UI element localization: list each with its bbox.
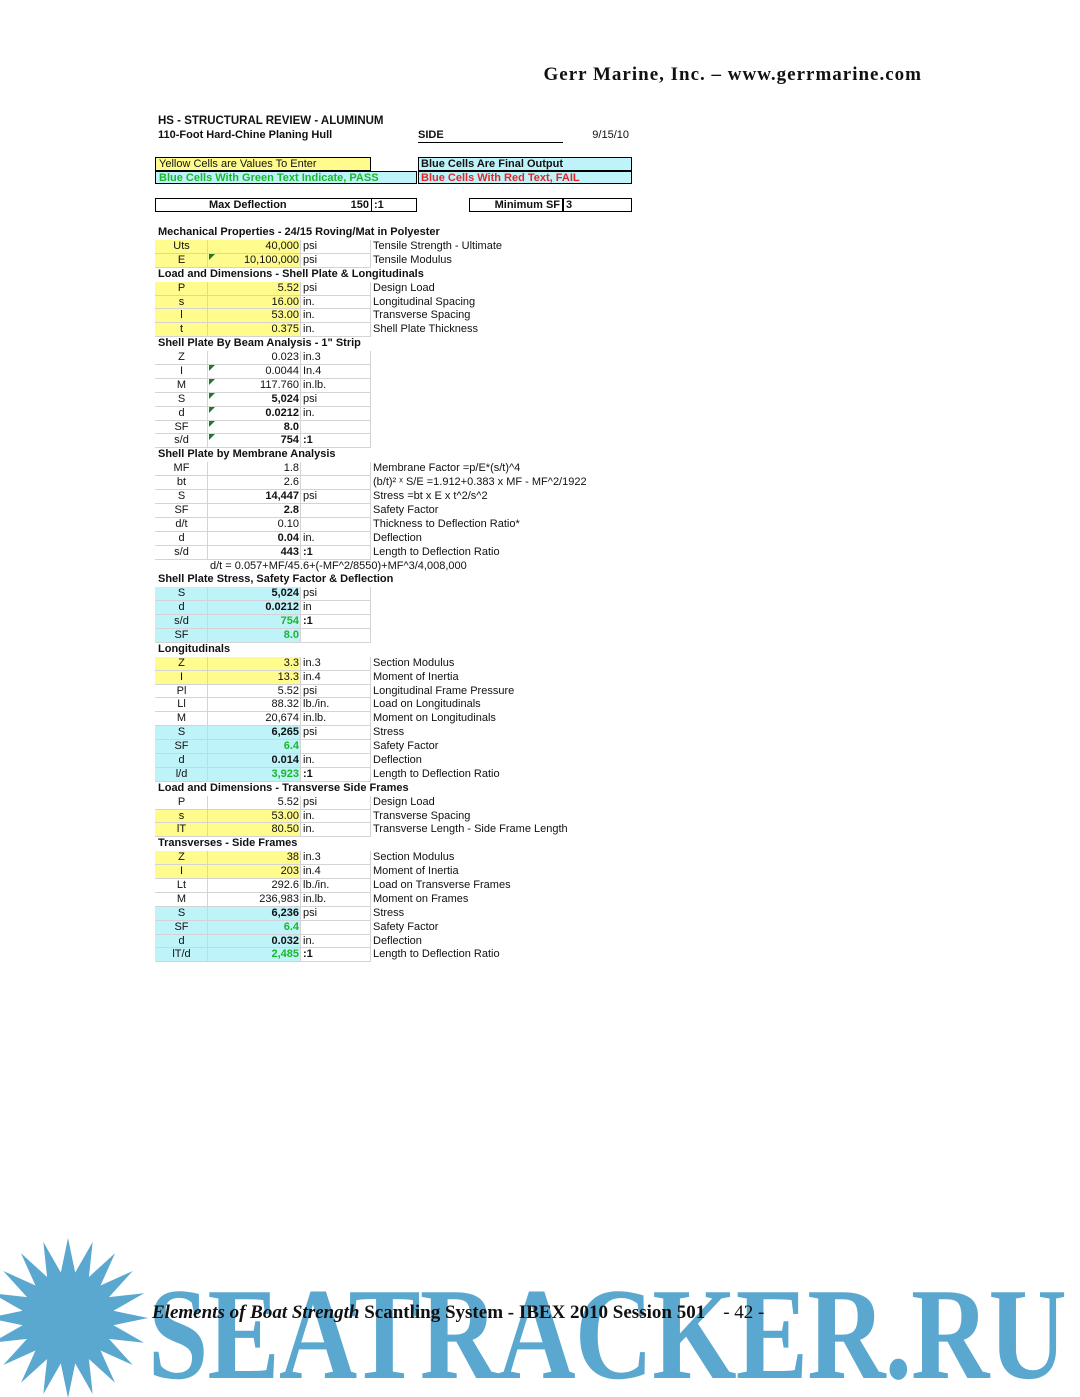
description-cell: Moment of Inertia <box>373 670 459 683</box>
unit-cell: psi <box>301 685 371 699</box>
table-row <box>155 865 661 879</box>
description-cell: Deflection <box>373 753 422 766</box>
sections-container <box>155 226 661 962</box>
value-cell: 0.04 <box>208 532 301 546</box>
section-title: Load and Dimensions - Shell Plate & Longitudinals <box>158 267 424 280</box>
section-title-row <box>155 226 661 240</box>
description-cell: Moment on Frames <box>373 892 469 905</box>
table-row <box>155 462 661 476</box>
description-cell: Membrane Factor =p/E*(s/t)^4 <box>373 462 521 475</box>
table-row <box>155 907 661 921</box>
formula-note-row <box>155 560 661 574</box>
value-cell: 14,447 <box>208 490 301 504</box>
table-row <box>155 671 661 685</box>
minimum-sf-value: 3 <box>563 198 632 212</box>
description-cell <box>371 393 661 407</box>
value-cell: 117.760 <box>208 379 301 393</box>
symbol-cell: S <box>155 726 208 740</box>
table-row <box>155 879 661 893</box>
unit-cell: in. <box>301 296 371 310</box>
table-row <box>155 323 661 337</box>
unit-cell <box>301 476 371 490</box>
description-cell <box>371 587 661 601</box>
symbol-cell: d <box>155 532 208 546</box>
description-cell <box>371 434 661 448</box>
description-cell: Moment of Inertia <box>373 865 459 878</box>
table-row <box>155 685 661 699</box>
section-title-row <box>155 782 661 796</box>
table-row <box>155 240 661 254</box>
table-row <box>155 657 661 671</box>
unit-cell: psi <box>301 907 371 921</box>
max-deflection-unit: :1 <box>371 198 417 212</box>
spacer-row <box>155 184 661 198</box>
description-cell: Section Modulus <box>373 851 455 864</box>
table-row <box>155 421 661 435</box>
value-cell: 0.375 <box>208 323 301 337</box>
symbol-cell: d <box>155 601 208 615</box>
description-cell: Tensile Strength - Ultimate <box>373 240 502 253</box>
footer <box>152 1302 764 1324</box>
comment-marker-icon <box>209 407 215 413</box>
section-title: Shell Plate by Membrane Analysis <box>158 448 336 461</box>
unit-cell: in.lb. <box>301 712 371 726</box>
value-cell: 1.8 <box>208 462 301 476</box>
table-row <box>155 629 661 643</box>
symbol-cell: M <box>155 379 208 393</box>
table-row <box>155 407 661 421</box>
symbol-cell: d <box>155 935 208 949</box>
unit-cell: in. <box>301 810 371 824</box>
value-cell: 0.023 <box>208 351 301 365</box>
table-row <box>155 351 661 365</box>
unit-cell: in. <box>301 407 371 421</box>
table-row <box>155 490 661 504</box>
description-cell: Stress <box>373 726 405 739</box>
minimum-sf-label: Minimum SF <box>469 198 563 212</box>
symbol-cell: d <box>155 754 208 768</box>
unit-cell: in. <box>301 532 371 546</box>
value-cell: 20,674 <box>208 712 301 726</box>
unit-cell: psi <box>301 254 371 268</box>
symbol-cell: MF <box>155 462 208 476</box>
sun-burst-icon <box>0 1238 148 1397</box>
unit-cell: in.3 <box>301 851 371 865</box>
unit-cell <box>301 504 371 518</box>
description-cell <box>371 379 661 393</box>
section-title-row <box>155 268 661 282</box>
value-cell: 292.6 <box>208 879 301 893</box>
value-cell: 6,236 <box>208 907 301 921</box>
value-cell: 88.32 <box>208 698 301 712</box>
symbol-cell: Ll <box>155 698 208 712</box>
value-cell: 8.0 <box>208 629 301 643</box>
max-deflection-label: Max Deflection <box>209 199 287 212</box>
unit-cell: :1 <box>301 546 371 560</box>
description-cell: Design Load <box>373 281 435 294</box>
value-cell: 754 <box>208 434 301 448</box>
unit-cell: lb./in. <box>301 879 371 893</box>
title-row <box>155 115 661 129</box>
symbol-cell: d <box>155 407 208 421</box>
value-cell: 0.032 <box>208 935 301 949</box>
description-cell: Transverse Length - Side Frame Length <box>373 823 568 836</box>
table-row <box>155 948 661 962</box>
footer-title-italic: Elements of Boat Strength <box>152 1302 360 1323</box>
hull-row <box>155 129 661 143</box>
description-cell: Safety Factor <box>373 920 439 933</box>
value-cell: 0.0212 <box>208 407 301 421</box>
description-cell: Design Load <box>373 795 435 808</box>
description-cell <box>371 407 661 421</box>
description-cell: Longitudinal Spacing <box>373 295 476 308</box>
description-cell: Safety Factor <box>373 740 439 753</box>
unit-cell: in <box>301 601 371 615</box>
value-cell: 5.52 <box>208 685 301 699</box>
description-cell: Stress <box>373 906 405 919</box>
description-cell: Section Modulus <box>373 656 455 669</box>
symbol-cell: M <box>155 893 208 907</box>
symbol-cell: Pl <box>155 685 208 699</box>
description-cell <box>371 421 661 435</box>
table-row <box>155 823 661 837</box>
formula-note: d/t = 0.057+MF/45.6+(-MF^2/8550)+MF^3/4,008,000 <box>210 559 467 572</box>
description-cell <box>371 351 661 365</box>
description-cell: Transverse Spacing <box>373 309 471 322</box>
symbol-cell: Z <box>155 657 208 671</box>
table-row <box>155 601 661 615</box>
table-row <box>155 546 661 560</box>
table-row <box>155 434 661 448</box>
symbol-cell: l/d <box>155 768 208 782</box>
symbol-cell: S <box>155 490 208 504</box>
unit-cell: in.3 <box>301 657 371 671</box>
section-title-row <box>155 448 661 462</box>
unit-cell <box>301 629 371 643</box>
unit-cell: in. <box>301 323 371 337</box>
table-row <box>155 796 661 810</box>
symbol-cell: t <box>155 323 208 337</box>
symbol-cell: s <box>155 296 208 310</box>
company-header: Gerr Marine, Inc. – www.gerrmarine.com <box>543 64 922 85</box>
side-label: SIDE <box>418 129 563 143</box>
unit-cell: :1 <box>301 615 371 629</box>
description-cell <box>371 365 661 379</box>
symbol-cell: SF <box>155 921 208 935</box>
section-title-row <box>155 573 661 587</box>
table-row <box>155 754 661 768</box>
legend-blue: Blue Cells Are Final Output <box>418 157 632 171</box>
comment-marker-icon <box>209 421 215 427</box>
value-cell: 38 <box>208 851 301 865</box>
description-cell: Longitudinal Frame Pressure <box>373 684 515 697</box>
description-cell: Length to Deflection Ratio <box>373 948 500 961</box>
table-row <box>155 740 661 754</box>
comment-marker-icon <box>209 393 215 399</box>
unit-cell: psi <box>301 393 371 407</box>
unit-cell: in. <box>301 309 371 323</box>
table-row <box>155 726 661 740</box>
section-title-row <box>155 337 661 351</box>
value-cell: 10,100,000 <box>208 254 301 268</box>
value-cell: 40,000 <box>208 240 301 254</box>
table-row <box>155 532 661 546</box>
symbol-cell: d/t <box>155 518 208 532</box>
unit-cell: :1 <box>301 434 371 448</box>
value-cell: 5,024 <box>208 393 301 407</box>
symbol-cell: Z <box>155 351 208 365</box>
section-title: Transverses - Side Frames <box>158 837 298 850</box>
symbol-cell: S <box>155 907 208 921</box>
description-cell: Transverse Spacing <box>373 809 471 822</box>
value-cell: 80.50 <box>208 823 301 837</box>
unit-cell: lb./in. <box>301 698 371 712</box>
value-cell: 13.3 <box>208 671 301 685</box>
unit-cell: psi <box>301 726 371 740</box>
symbol-cell: S <box>155 587 208 601</box>
max-deflection-box <box>155 198 371 212</box>
table-row <box>155 254 661 268</box>
symbol-cell: Z <box>155 851 208 865</box>
symbol-cell: S <box>155 393 208 407</box>
unit-cell <box>301 921 371 935</box>
unit-cell: in. <box>301 823 371 837</box>
table-row <box>155 379 661 393</box>
value-cell: 443 <box>208 546 301 560</box>
unit-cell: psi <box>301 587 371 601</box>
unit-cell: psi <box>301 796 371 810</box>
unit-cell: psi <box>301 282 371 296</box>
value-cell: 0.10 <box>208 518 301 532</box>
table-row <box>155 810 661 824</box>
unit-cell: :1 <box>301 768 371 782</box>
table-row <box>155 282 661 296</box>
table-row <box>155 851 661 865</box>
table-row <box>155 587 661 601</box>
symbol-cell: SF <box>155 740 208 754</box>
symbol-cell: bt <box>155 476 208 490</box>
comment-marker-icon <box>209 434 215 440</box>
footer-title-rest: Scantling System - IBEX 2010 Session 501 <box>359 1302 706 1323</box>
unit-cell: psi <box>301 240 371 254</box>
sheet-date: 9/15/10 <box>592 128 629 141</box>
unit-cell: in. <box>301 935 371 949</box>
table-row <box>155 615 661 629</box>
unit-cell <box>301 518 371 532</box>
page-number: - 42 - <box>723 1302 765 1323</box>
description-cell: Stress =bt x E x t^2/s^2 <box>373 490 488 503</box>
unit-cell <box>301 462 371 476</box>
legend-row-1 <box>155 157 661 171</box>
criteria-row <box>155 198 661 212</box>
description-cell: Load on Longitudinals <box>373 698 481 711</box>
watermark-text: SEATRACKER.RU <box>148 1262 1066 1397</box>
section-title: Longitudinals <box>158 642 231 655</box>
symbol-cell: M <box>155 712 208 726</box>
comment-marker-icon <box>209 379 215 385</box>
table-row <box>155 504 661 518</box>
value-cell: 0.014 <box>208 754 301 768</box>
comment-marker-icon <box>209 254 215 260</box>
description-cell: Length to Deflection Ratio <box>373 545 500 558</box>
symbol-cell: I <box>155 365 208 379</box>
legend-yellow: Yellow Cells are Values To Enter <box>155 157 371 171</box>
section-title-row <box>155 643 661 657</box>
value-cell: 53.00 <box>208 309 301 323</box>
section-title: Shell Plate By Beam Analysis - 1" Strip <box>158 337 361 350</box>
description-cell <box>371 615 661 629</box>
value-cell: 2.8 <box>208 504 301 518</box>
symbol-cell: SF <box>155 421 208 435</box>
table-row <box>155 309 661 323</box>
value-cell: 2,485 <box>208 948 301 962</box>
table-row <box>155 768 661 782</box>
spreadsheet <box>155 115 661 962</box>
legend-row-2 <box>155 171 661 185</box>
value-cell: 203 <box>208 865 301 879</box>
legend-fail: Blue Cells With Red Text, FAIL <box>418 171 632 185</box>
value-cell: 6.4 <box>208 740 301 754</box>
symbol-cell: I <box>155 671 208 685</box>
description-cell: Deflection <box>373 531 422 544</box>
symbol-cell: P <box>155 796 208 810</box>
unit-cell: in.4 <box>301 865 371 879</box>
symbol-cell: SF <box>155 504 208 518</box>
value-cell: 5.52 <box>208 796 301 810</box>
description-cell: Thickness to Deflection Ratio* <box>373 517 520 530</box>
value-cell: 3.3 <box>208 657 301 671</box>
hull-name: 110-Foot Hard-Chine Planing Hull <box>158 128 333 141</box>
description-cell <box>371 601 661 615</box>
table-row <box>155 935 661 949</box>
symbol-cell: s <box>155 810 208 824</box>
section-title: Load and Dimensions - Transverse Side Frames <box>158 781 409 794</box>
unit-cell: In.4 <box>301 365 371 379</box>
value-cell: 16.00 <box>208 296 301 310</box>
symbol-cell: s/d <box>155 615 208 629</box>
value-cell: 8.0 <box>208 421 301 435</box>
description-cell <box>371 629 661 643</box>
value-cell: 6.4 <box>208 921 301 935</box>
value-cell: 0.0212 <box>208 601 301 615</box>
value-cell: 6,265 <box>208 726 301 740</box>
description-cell: Load on Transverse Frames <box>373 878 511 891</box>
table-row <box>155 893 661 907</box>
unit-cell <box>301 740 371 754</box>
unit-cell: in.3 <box>301 351 371 365</box>
value-cell: 236,983 <box>208 893 301 907</box>
unit-cell: in.lb. <box>301 379 371 393</box>
max-deflection-value: 150 <box>350 199 369 212</box>
symbol-cell: E <box>155 254 208 268</box>
description-cell: Deflection <box>373 934 422 947</box>
symbol-cell: Uts <box>155 240 208 254</box>
unit-cell: :1 <box>301 948 371 962</box>
symbol-cell: I <box>155 865 208 879</box>
spacer-row <box>155 212 661 226</box>
table-row <box>155 698 661 712</box>
sheet-title: HS - STRUCTURAL REVIEW - ALUMINUM <box>158 115 384 127</box>
value-cell: 53.00 <box>208 810 301 824</box>
symbol-cell: SF <box>155 629 208 643</box>
legend-pass: Blue Cells With Green Text Indicate, PASS <box>155 171 417 185</box>
unit-cell: in.4 <box>301 671 371 685</box>
unit-cell <box>301 421 371 435</box>
value-cell: 5.52 <box>208 282 301 296</box>
symbol-cell: lT <box>155 823 208 837</box>
table-row <box>155 476 661 490</box>
table-row <box>155 921 661 935</box>
unit-cell: in. <box>301 754 371 768</box>
table-row <box>155 712 661 726</box>
unit-cell: in.lb. <box>301 893 371 907</box>
value-cell: 5,024 <box>208 587 301 601</box>
symbol-cell: s/d <box>155 434 208 448</box>
symbol-cell: P <box>155 282 208 296</box>
description-cell: Length to Deflection Ratio <box>373 767 500 780</box>
description-cell: Shell Plate Thickness <box>373 323 478 336</box>
value-cell: 754 <box>208 615 301 629</box>
value-cell: 3,923 <box>208 768 301 782</box>
section-title-row <box>155 837 661 851</box>
description-cell: Safety Factor <box>373 503 439 516</box>
section-title: Shell Plate Stress, Safety Factor & Deflection <box>158 573 394 586</box>
value-cell: 0.0044 <box>208 365 301 379</box>
section-title: Mechanical Properties - 24/15 Roving/Mat in Polyester <box>158 226 440 239</box>
value-cell: 2.6 <box>208 476 301 490</box>
table-row <box>155 393 661 407</box>
table-row <box>155 518 661 532</box>
comment-marker-icon <box>209 365 215 371</box>
symbol-cell: lT/d <box>155 948 208 962</box>
table-row <box>155 296 661 310</box>
symbol-cell: Lt <box>155 879 208 893</box>
description-cell: Tensile Modulus <box>373 253 452 266</box>
symbol-cell: s/d <box>155 546 208 560</box>
description-cell: (b/t)² ˣ S/E =1.912+0.383 x MF - MF^2/1922 <box>373 476 587 489</box>
description-cell: Moment on Longitudinals <box>373 712 496 725</box>
symbol-cell: l <box>155 309 208 323</box>
table-row <box>155 365 661 379</box>
unit-cell: psi <box>301 490 371 504</box>
spacer-row <box>155 143 661 157</box>
